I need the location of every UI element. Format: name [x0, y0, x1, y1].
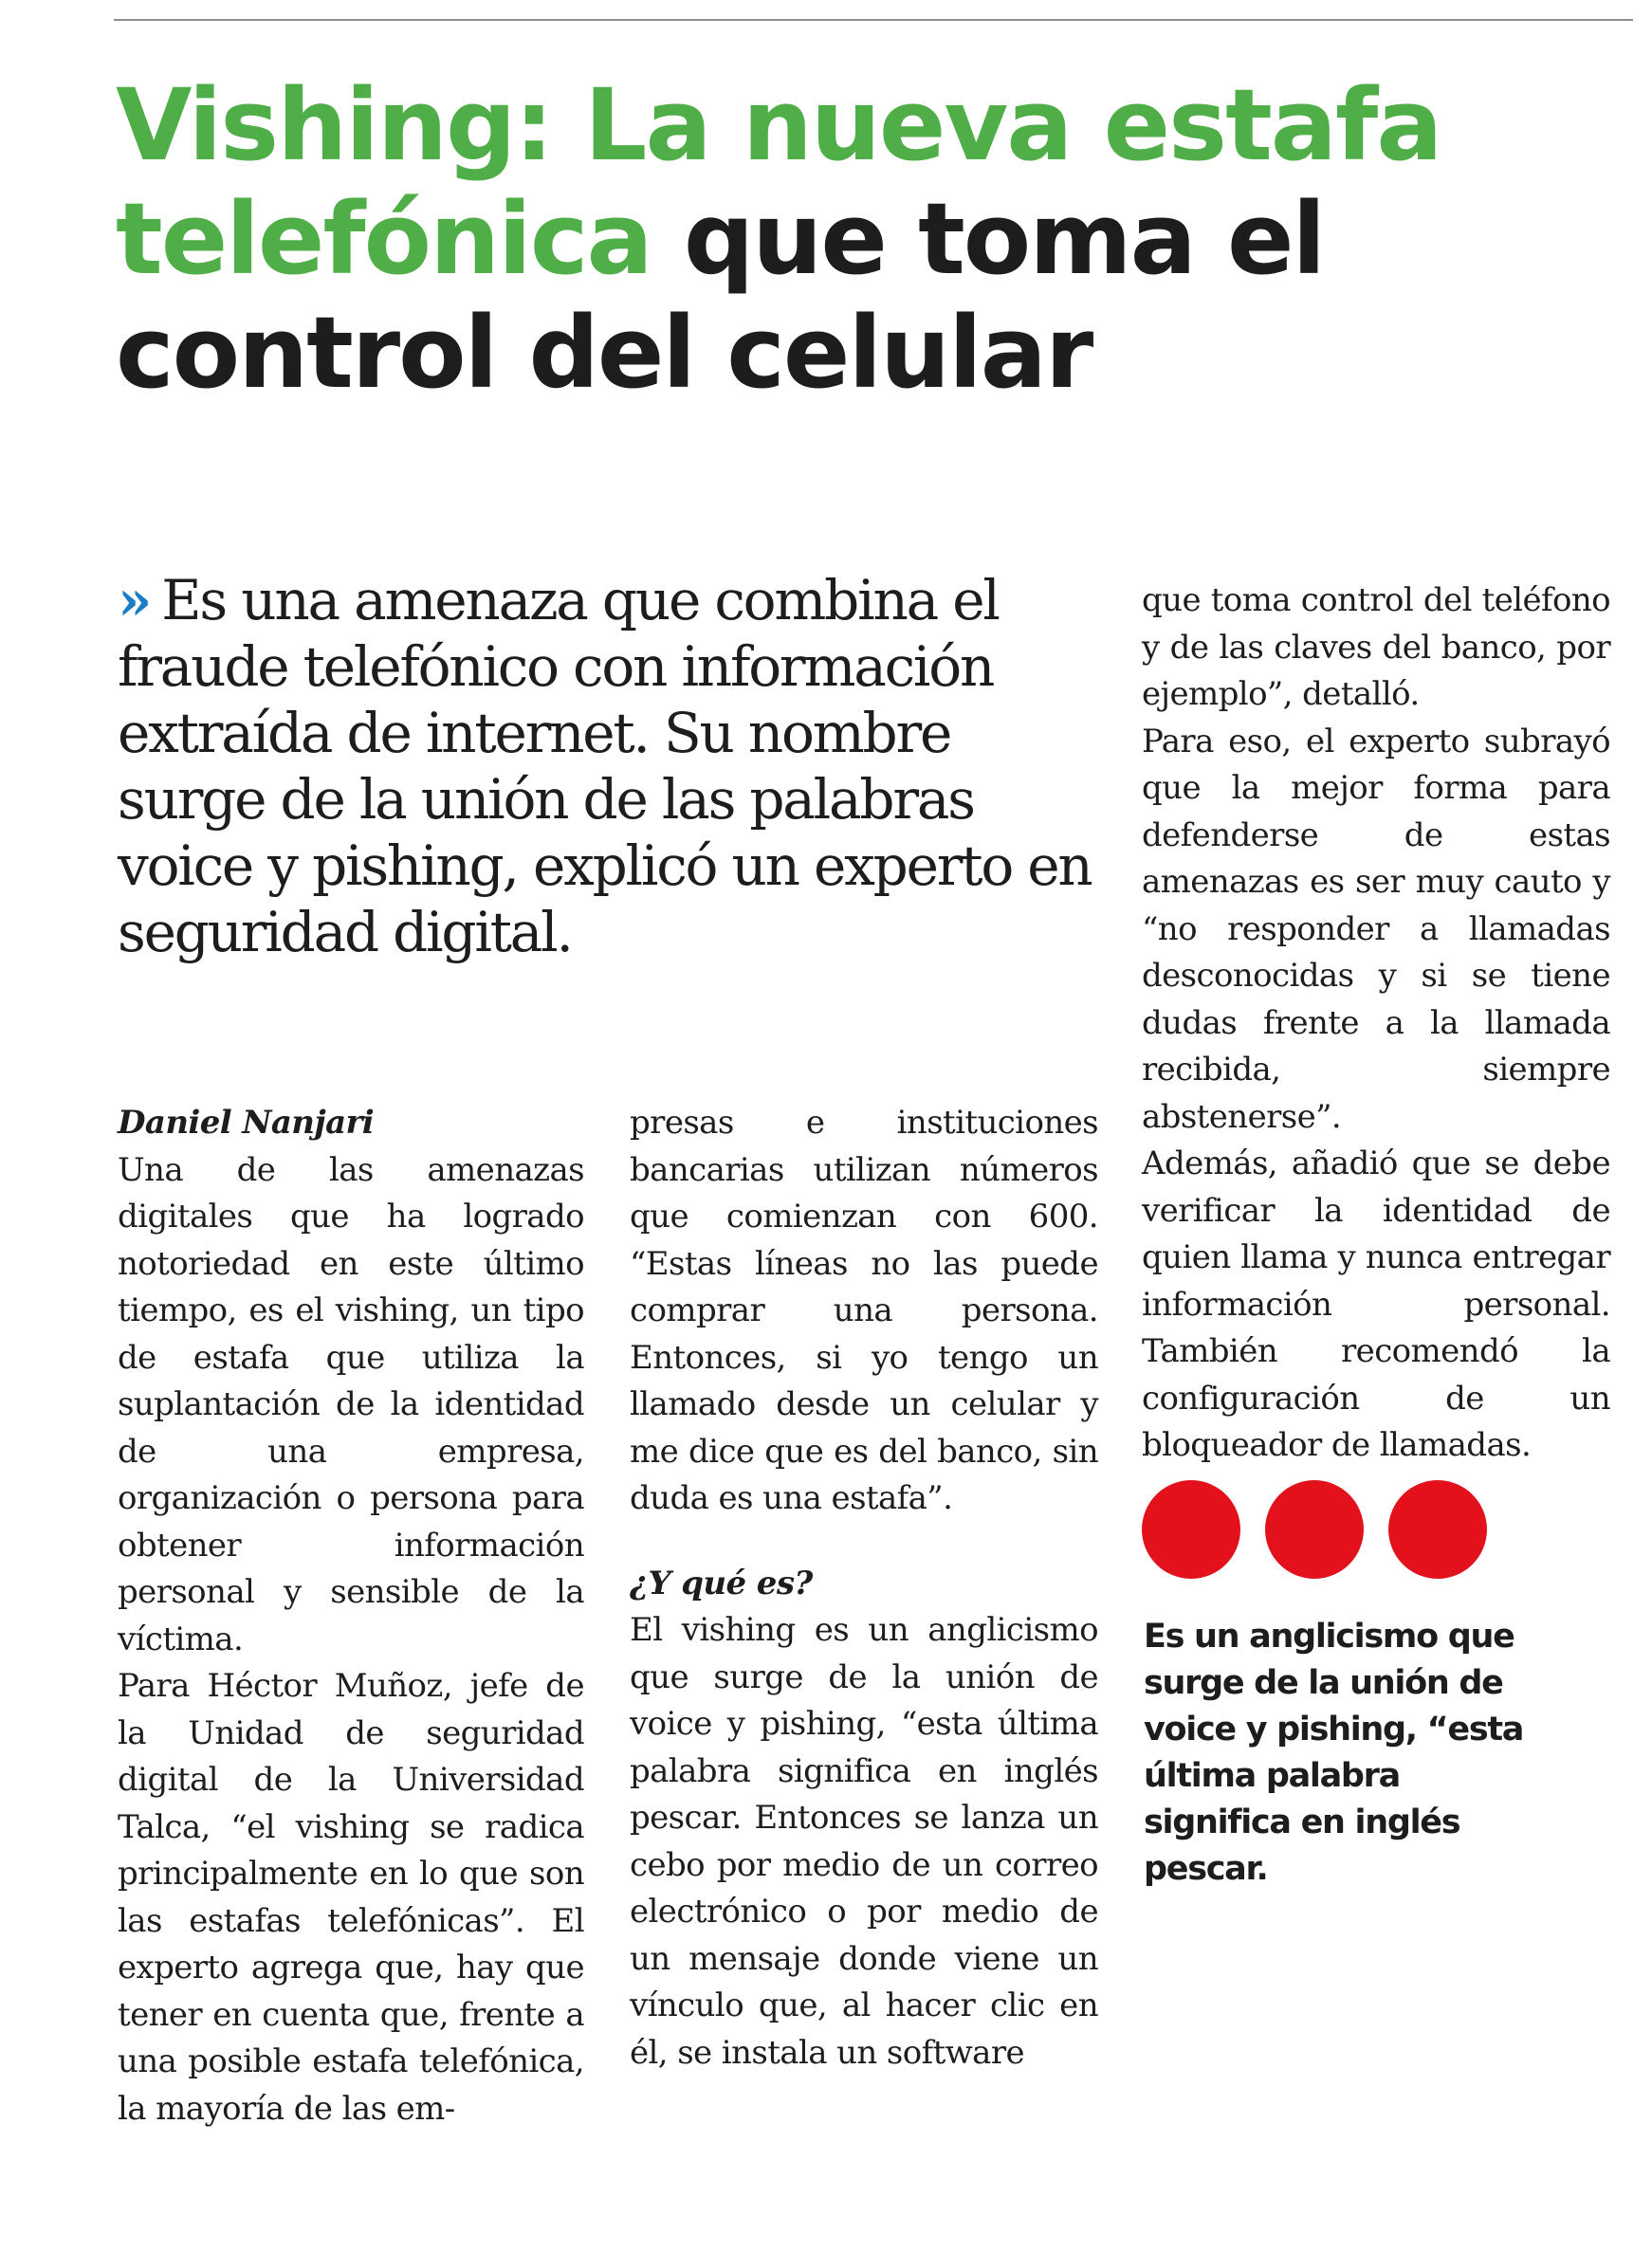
split-paragraph-source: [0, 0, 1, 1]
lead-paragraph: [118, 567, 1104, 965]
lead-text: Es una amenaza que combina el fraude telefónico con información extraída de internet. Su nombre surge de la unión de las palabras voice y pishing, explicó un experto en seguridad digital.: [118, 568, 1092, 964]
body-column-1: [118, 1100, 584, 2133]
body-paragraph-3-start: El vishing es un anglicismo que surge de la unión de voice y pishing, “esta última palabra significa en inglés pescar. Entonces se lanza un cebo por medio de un correo electrónico o por medio de un mensaje donde viene un vínculo que, al hacer clic en él, se instala un software: [630, 1611, 1098, 2072]
body-paragraph-4: Para eso, el experto subrayó que la mejor forma para defenderse de estas amenazas es ser muy cauto y “no responder a llamadas desconocidas y si se tiene dudas frente a la llamada recibida, siempre abstenerse”.: [1142, 722, 1610, 1136]
red-dot-icon: [1142, 1480, 1240, 1579]
body-paragraph-1: Una de las amenazas digitales que ha logrado notoriedad en este último tiempo, es el vishing, un tipo de estafa que utiliza la suplantación de la identidad de una empresa, organización o persona para obtener información personal y sensible de la víctima.: [118, 1150, 584, 1658]
article-headline: [116, 68, 1595, 410]
body-column-2: [630, 1100, 1098, 2077]
section-subhead: ¿Y qué es?: [630, 1564, 813, 1602]
body-paragraph-2-start: Para Héctor Muñoz, jefe de la Unidad de seguridad digital de la Universidad Talca, “el vishing se radica principalmente en lo que son las estafas telefónicas”. El experto agrega que, hay que tener en cuenta que, frente a una posible estafa telefónica, la mayoría de las em-: [118, 1667, 584, 2128]
red-dot-icon: [1388, 1480, 1487, 1579]
pull-quote: Es un anglicismo que surge de la unión de voice y pishing, “esta última palabra significa en inglés pescar.: [1144, 1618, 1524, 1888]
top-rule: [114, 19, 1633, 21]
red-dot-icon: [1265, 1480, 1364, 1579]
body-paragraph-3-end: que toma control del teléfono y de las claves del banco, por ejemplo”, detalló.: [1142, 581, 1610, 713]
body-column-3: [1142, 577, 1610, 1470]
body-paragraph-2-end: presas e instituciones bancarias utilizan números que comienzan con 600. “Estas líneas no las puede comprar una persona. Entonces, si yo tengo un llamado desde un celular y me dice que es del banco, sin duda es una estafa”.: [630, 1104, 1098, 1517]
body-paragraph-5: Además, añadió que se debe verificar la identidad de quien llama y nunca entregar información personal. También recomendó la configuración de un bloqueador de llamadas.: [1142, 1144, 1610, 1464]
decorative-dots: [1142, 1480, 1487, 1579]
chevron-right-icon: »: [118, 568, 143, 632]
headline-rest: que toma el control del celular: [116, 181, 1325, 411]
body-paragraph-2-full: [0, 0, 1, 1]
author-byline: Daniel Nanjari: [118, 1104, 375, 1142]
headline-highlight: Vishing: La nueva estafa telefónica: [116, 67, 1441, 297]
